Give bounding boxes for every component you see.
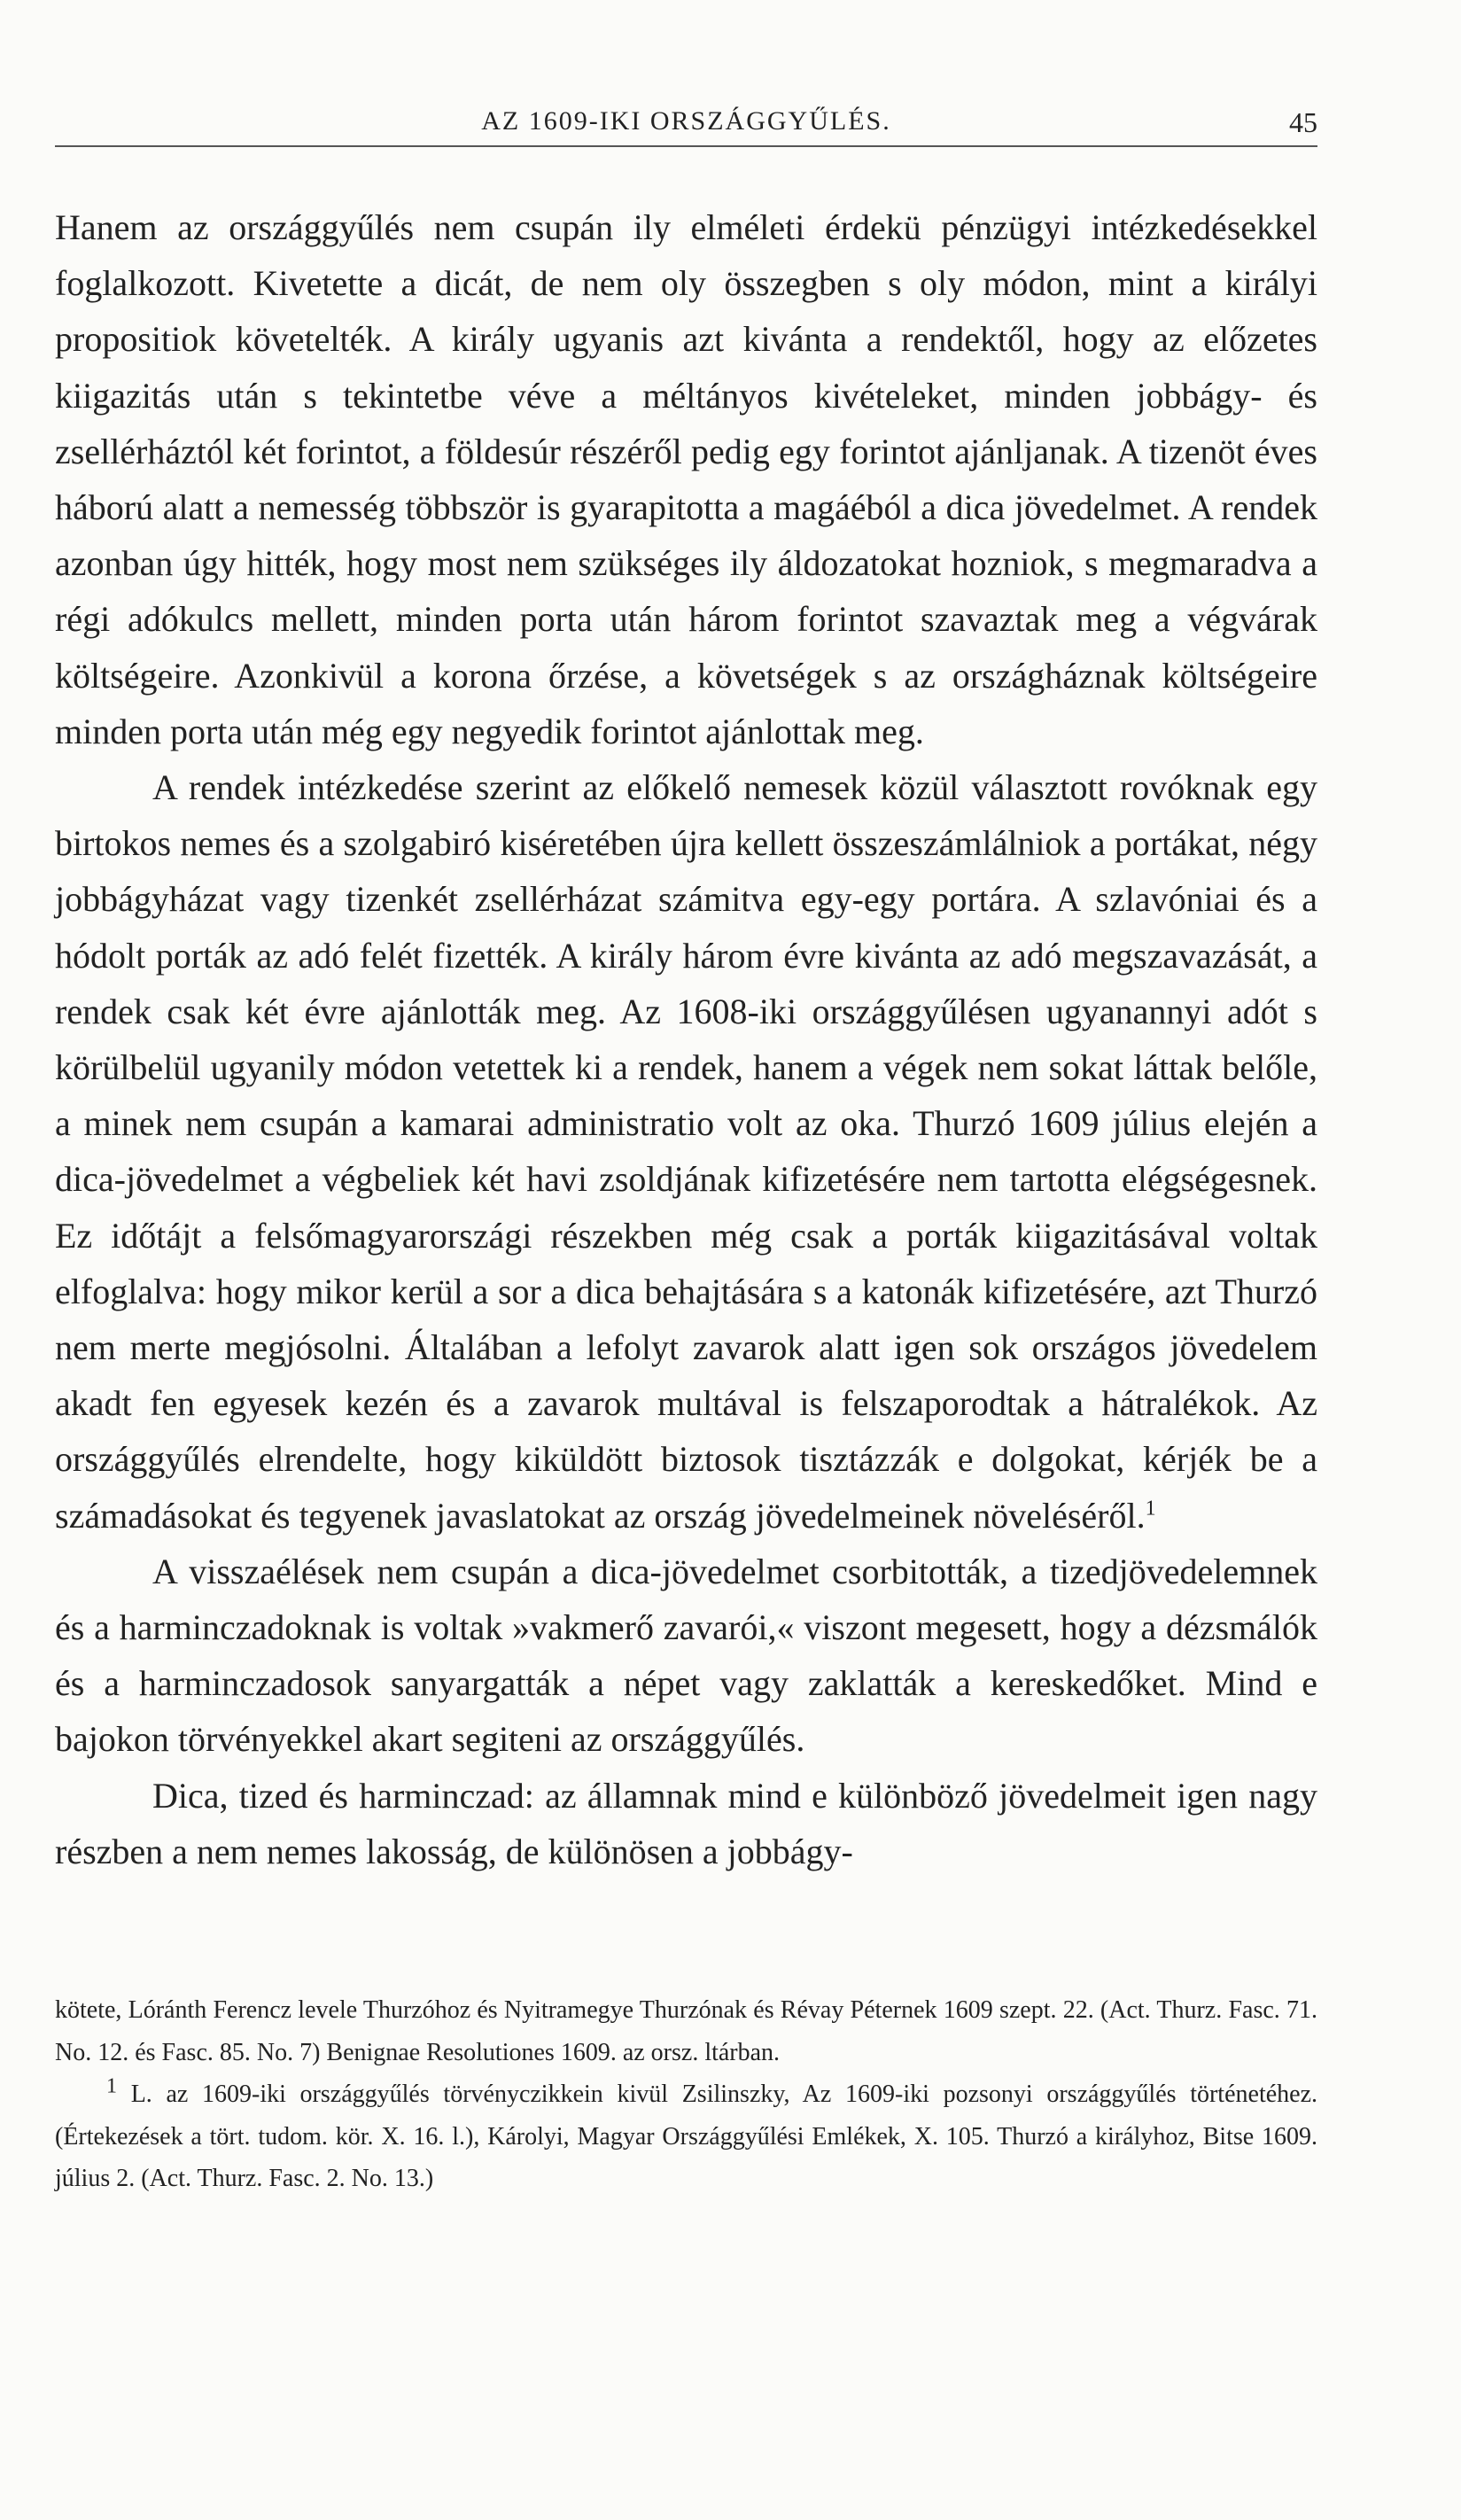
running-head — [55, 99, 1317, 144]
body-text — [55, 199, 1317, 1879]
header-rule — [55, 145, 1317, 147]
footnote-1-marker: 1 — [106, 2074, 117, 2098]
footnote-continuation: kötete, Lóránth Ferencz levele Thurzóhoz és Nyitramegye Thurzónak és Révay Péternek 1609 szept. 22. (Act. Thurz. Fasc. 71. No. 12. és Fasc. 85. No. 7) Benignae Resolutiones 1609. az orsz. ltárban. — [55, 1996, 1317, 2066]
paragraph-2-text: A rendek intézkedése szerint az előkelő nemesek közül választott rovóknak egy birtokos nemes és a szolgabiró kiséretében újra kellett összeszámlálniok a portákat, négy jobbágyházat vagy tizenkét zsellérházat számitva egy-egy portára. A szlavóniai és a hódolt porták az adó felét fizették. A király három évre kivánta az adó megszavazását, a rendek csak két évre ajánlották meg. Az 1608-iki országgyűlésen ugyanannyi adót s körülbelül ugyanily módon vetettek ki a rendek, hanem a végek nem sokat láttak belőle, a minek nem csupán a kamarai administratio volt az oka. Thurzó 1609 július elején a dica-jövedelmet a végbeliek két havi zsoldjának kifizetésére nem tartotta elégségesnek. Ez időtájt a felsőmagyarországi részekben még csak a porták kiigazitásával voltak elfoglalva: hogy mikor kerül a sor a dica behajtására s a katonák kifizetésére, azt Thurzó nem merte megjósolni. Általában a lefolyt zavarok alatt igen sok országos jövedelem akadt fen egyesek kezén és a zavarok multával is felszaporodtak a hátralékok. Az országgyűlés elrendelte, hogy kiküldött biztosok tisztázzák e dolgokat, kérjék be a számadásokat és tegyenek javaslatokat az ország jövedelmeinek növeléséről. — [55, 767, 1317, 1536]
paragraph-1: Hanem az országgyűlés nem csupán ily elméleti érdekü pénzügyi intézkedésekkel foglalkozott. Kivetette a dicát, de nem oly összegben s oly módon, mint a királyi propositiok követelték. A király ugyanis azt kivánta a rendektől, hogy az előzetes kiigazitás után s tekintetbe véve a méltányos kivételeket, minden jobbágy- és zsellérháztól két forintot, a földesúr részéről pedig egy forintot ajánljanak. A tizenöt éves háború alatt a nemesség többször is gyarapitotta a magáéból a dica jövedelmet. A rendek azonban úgy hitték, hogy most nem szükséges ily áldozatokat hozniok, s megmaradva a régi adókulcs mellett, minden porta után három forintot szavaztak meg a végvárak költségeire. Azonkivül a korona őrzése, a követségek s az országháznak költségeire minden porta után még egy negyedik forintot ajánlottak meg. — [55, 207, 1317, 751]
page-number: 45 — [1289, 106, 1317, 138]
paragraph-3: A visszaélések nem csupán a dica-jövedelmet csorbitották, a tizedjövedelemnek és a harminczadoknak is voltak »vakmerő zavarói,« viszont megesett, hogy a dézsmálók és a harminczadosok sanyargatták a népet vagy zaklatták a kereskedőket. Mind e bajokon törvényekkel akart segiteni az országgyűlés. — [55, 1551, 1317, 1760]
running-title: AZ 1609-IKI ORSZÁGGYŰLÉS. — [481, 106, 891, 136]
paragraph-4: Dica, tized és harminczad: az államnak mind e különböző jövedelmeit igen nagy részben a nem nemes lakosság, de különösen a jobbágy- — [55, 1775, 1317, 1871]
footnote-marker: 1 — [1145, 1497, 1156, 1521]
footnotes — [55, 1989, 1317, 2200]
paragraph-2 — [55, 759, 1317, 1544]
footnote-1-text: L. az 1609-iki országgyűlés törvényczikkein kivül Zsilinszky, Az 1609-iki pozsonyi országgyűlés történetéhez. (Értekezések a tört. tudom. kör. X. 16. l.), Károlyi, Magyar Országgyűlési Emlékek, X. 105. Thurzó a királyhoz, Bitse 1609. július 2. (Act. Thurz. Fasc. 2. No. 13.) — [55, 2081, 1318, 2192]
footnote-1 — [55, 2073, 1317, 2200]
